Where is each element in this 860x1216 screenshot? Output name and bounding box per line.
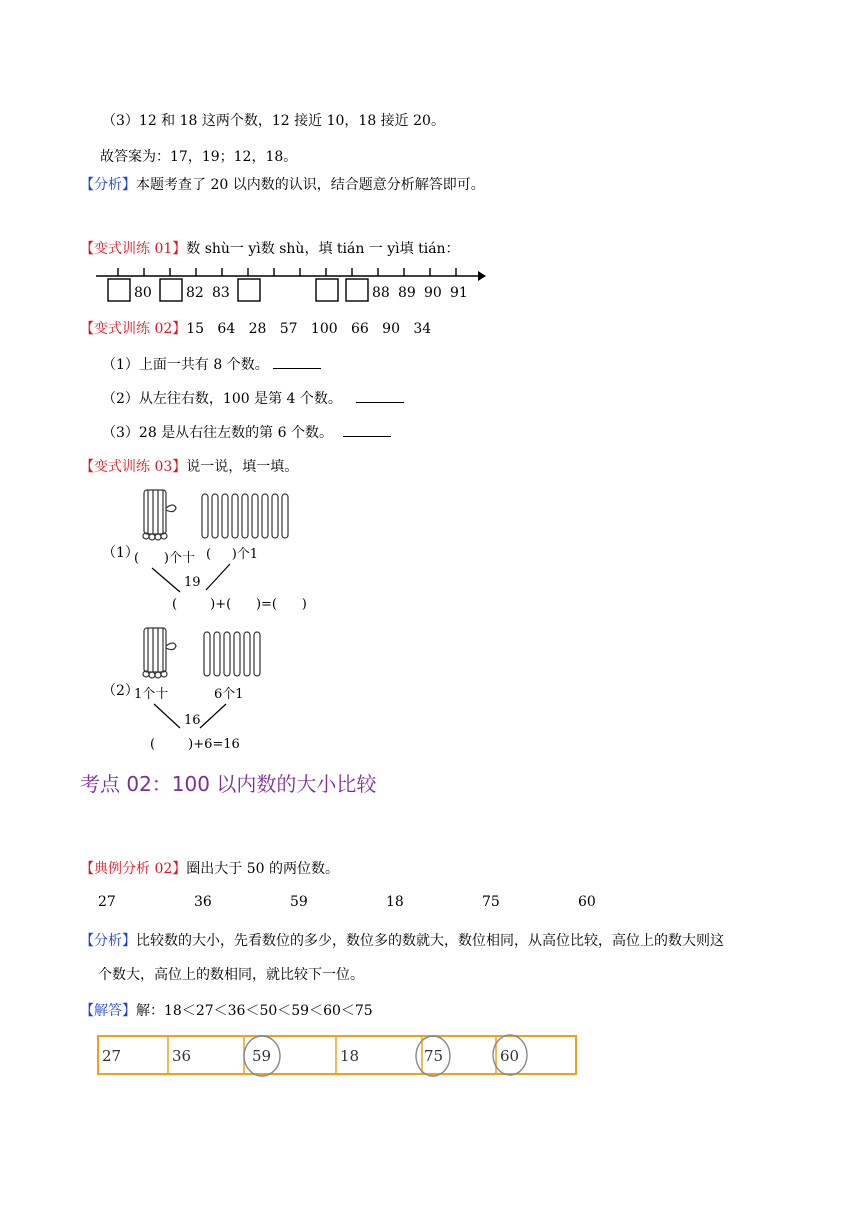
answer-blank[interactable]: [273, 356, 321, 369]
tick-label: 89: [398, 285, 416, 301]
table-cell: 59: [252, 1047, 272, 1065]
ones-label: ( )个1: [206, 547, 259, 562]
exercise-02-heading: [80, 318, 431, 338]
number-line-figure: [92, 262, 488, 306]
equation: ( )+6=16: [150, 737, 240, 752]
table-cell: 75: [424, 1047, 444, 1065]
analysis-label: 【分析】: [80, 933, 136, 949]
table-cell: 27: [102, 1047, 122, 1065]
example-02-analysis: [80, 930, 724, 950]
exercise-03-text: 说一说，填一填。: [186, 459, 299, 475]
analysis-label: 【分析】: [80, 177, 136, 193]
exercise-02-q1: [102, 354, 321, 374]
blank-box[interactable]: [346, 279, 368, 301]
tick-label: 91: [450, 285, 468, 301]
section-title: 考点 02：100 以内数的大小比较: [80, 772, 377, 796]
blank-box[interactable]: [108, 279, 130, 301]
total-number: 16: [184, 713, 201, 728]
list-item: 75: [482, 894, 500, 910]
tens-label: ( )个十: [134, 551, 195, 566]
tick-label: 90: [424, 285, 442, 301]
question-text: （3）28 是从右往左数的第 6 个数。: [102, 425, 333, 441]
exercise-03-heading: [80, 456, 298, 476]
answer-label: 【解答】: [80, 1003, 136, 1019]
question-text: （2）从左往右数，100 是第 4 个数。: [102, 391, 342, 407]
tick-label: 83: [212, 285, 230, 301]
analysis-text: 比较数的大小，先看数位的多少，数位多的数就大，数位相同，从高位比较，高位上的数大则这: [136, 933, 724, 949]
total-number: 19: [184, 575, 201, 590]
example-02-analysis-cont: 个数大，高位上的数相同，就比较下一位。: [98, 967, 364, 983]
exercise-01-heading: [80, 238, 460, 258]
blank-box[interactable]: [238, 279, 260, 301]
example-02-answer: [80, 1000, 373, 1020]
exercise-03-label: 【变式训练 03】: [80, 459, 187, 475]
exercise-01-text: 数 shù一 yì数 shù，填 tián 一 yì填 tián：: [186, 241, 460, 257]
ones-label: 6个1: [214, 687, 244, 702]
list-item: 27: [98, 894, 116, 910]
analysis-line: [80, 174, 485, 194]
solution-line-3: （3）12 和 18 这两个数，12 接近 10，18 接近 20。: [102, 113, 445, 129]
example-02-label: 【典例分析 02】: [80, 861, 187, 877]
question-text: （1）上面一共有 8 个数。: [102, 357, 269, 373]
blank-box[interactable]: [316, 279, 338, 301]
tick-label: 82: [186, 285, 204, 301]
sticks-figure-2: [134, 622, 284, 754]
sticks-figure-1: [134, 484, 324, 614]
example-02-text: 圈出大于 50 的两位数。: [186, 861, 339, 877]
loose-sticks-icon: [202, 494, 288, 538]
list-item: 36: [194, 894, 212, 910]
exercise-02-numbers: 15 64 28 57 100 66 90 34: [186, 321, 432, 337]
answer-line: 故答案为：17，19；12，18。: [100, 149, 298, 165]
part-1-label: （1）: [102, 545, 139, 561]
exercise-02-label: 【变式训练 02】: [80, 321, 187, 337]
list-item: 60: [578, 894, 596, 910]
stick-bundle-icon: [143, 628, 176, 678]
part-2-label: （2）: [102, 683, 139, 699]
blank-box[interactable]: [160, 279, 182, 301]
list-item: 59: [290, 894, 308, 910]
answer-blank[interactable]: [356, 390, 404, 403]
analysis-text: 本题考查了 20 以内数的认识，结合题意分析解答即可。: [136, 177, 485, 193]
table-cell: 36: [172, 1047, 192, 1065]
tens-label: 1个十: [134, 687, 169, 702]
stick-bundle-icon: [143, 490, 176, 540]
exercise-02-q2: [102, 388, 404, 408]
tick-label: 80: [134, 285, 152, 301]
answer-blank[interactable]: [343, 424, 391, 437]
answer-table: [96, 1030, 582, 1086]
table-cell: 60: [500, 1047, 520, 1065]
loose-sticks-icon: [204, 632, 260, 676]
exercise-01-label: 【变式训练 01】: [80, 241, 187, 257]
list-item: 18: [386, 894, 404, 910]
answer-text: 解：18＜27＜36＜50＜59＜60＜75: [136, 1003, 373, 1019]
exercise-02-q3: [102, 422, 391, 442]
example-02-heading: [80, 858, 339, 878]
tick-label: 88: [372, 285, 390, 301]
table-cell: 18: [340, 1047, 360, 1065]
equation: ( )+( )=( ): [172, 597, 307, 612]
